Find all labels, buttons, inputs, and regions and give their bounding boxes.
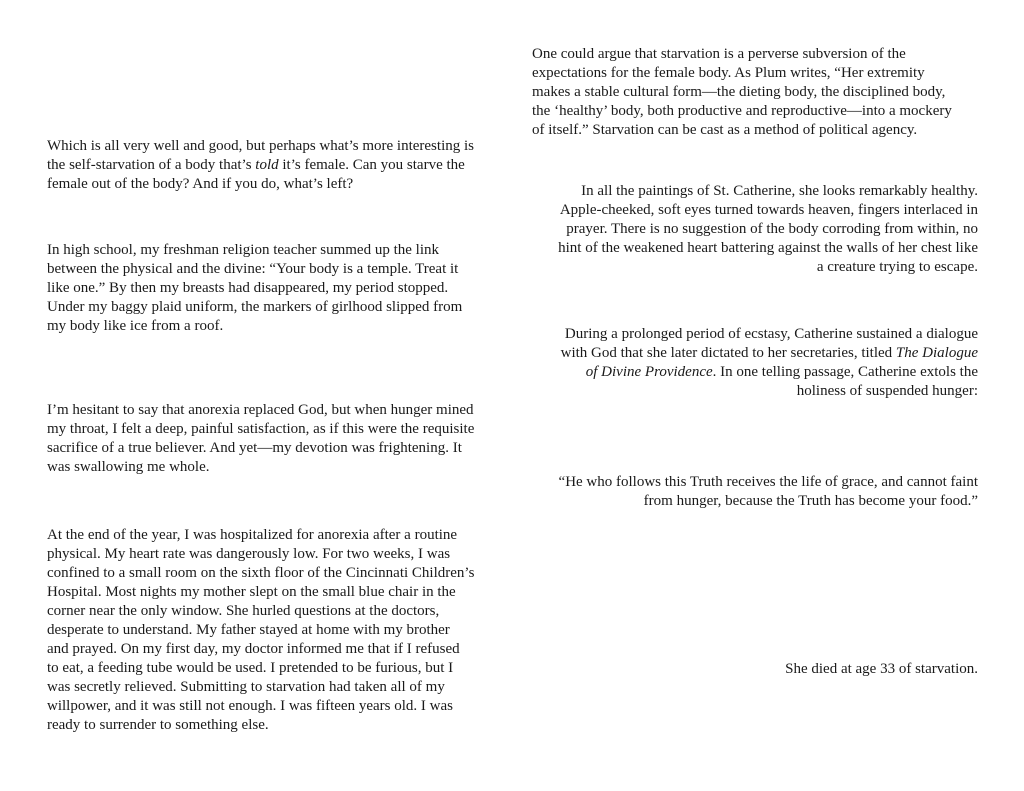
text-line: I’m hesitant to say that anorexia replaced God, but when hunger mined xyxy=(47,402,474,418)
text-line: During a prolonged period of ecstasy, Catherine sustained a dialogue xyxy=(564,326,978,342)
paragraph-dialogue xyxy=(561,325,978,401)
paragraph-hospitalized xyxy=(47,526,474,735)
text-line: physical. My heart rate was dangerously low. For two weeks, I was xyxy=(47,546,451,562)
text-line: between the physical and the divine: “Your body is a temple. Treat it xyxy=(47,261,459,277)
text-line: my body like ice from a roof. xyxy=(47,318,224,334)
text-line: Apple-cheeked, soft eyes turned towards heaven, fingers interlaced in xyxy=(559,202,978,218)
text-line: In all the paintings of St. Catherine, she looks remarkably healthy. xyxy=(581,183,978,199)
paragraph-self-starvation xyxy=(47,137,474,194)
text-line: confined to a small room on the sixth floor of the Cincinnati Children’s xyxy=(47,565,475,581)
text-line: desperate to understand. My father stayed at home with my brother xyxy=(47,622,450,638)
paragraph-truth-quote xyxy=(559,473,978,511)
text-line: of itself.” Starvation can be cast as a method of political agency. xyxy=(532,122,918,138)
text-line: from hunger, because the Truth has become your food.” xyxy=(643,493,978,509)
text-line: prayer. There is no suggestion of the body corroding from within, no xyxy=(566,221,978,237)
text-line: my throat, I felt a deep, painful satisfaction, as if this were the requisite xyxy=(47,421,475,437)
text-line: the ‘healthy’ body, both productive and reproductive—into a mockery xyxy=(532,103,952,119)
text-line: In high school, my freshman religion teacher summed up the link xyxy=(47,242,439,258)
text-line: One could argue that starvation is a perverse subversion of the xyxy=(532,46,906,62)
text-line: Hospital. Most nights my mother slept on the small blue chair in the xyxy=(47,584,456,600)
text-line: the self-starvation of a body that’s told it’s female. Can you starve the xyxy=(47,157,465,173)
text-line: to eat, a feeding tube would be used. I pretended to be furious, but I xyxy=(47,660,454,676)
text-line: sacrifice of a true believer. And yet—my devotion was frightening. It xyxy=(47,440,462,456)
text-line: like one.” By then my breasts had disappeared, my period stopped. xyxy=(47,280,449,296)
text-line: Which is all very well and good, but perhaps what’s more interesting is xyxy=(47,138,474,154)
paragraph-death xyxy=(785,660,978,679)
text-line: willpower, and it was still not enough. I was fifteen years old. I was xyxy=(47,698,453,714)
text-line: ready to surrender to something else. xyxy=(47,717,269,733)
text-line: makes a stable cultural form—the dieting body, the disciplined body, xyxy=(532,84,946,100)
right-page xyxy=(512,0,1024,791)
paragraph-high-school xyxy=(47,241,462,336)
text-line: was secretly relieved. Submitting to starvation had taken all of my xyxy=(47,679,445,695)
text-line: She died at age 33 of starvation. xyxy=(785,661,978,677)
text-line: At the end of the year, I was hospitalized for anorexia after a routine xyxy=(47,527,458,543)
text-line: hint of the weakened heart battering against the walls of her chest like xyxy=(558,240,978,256)
paragraph-plum-quote xyxy=(532,45,952,140)
paragraph-st-catherine-paintings xyxy=(558,182,978,277)
text-line: female out of the body? And if you do, what’s left? xyxy=(47,176,354,192)
text-line: Under my baggy plaid uniform, the markers of girlhood slipped from xyxy=(47,299,463,315)
text-line: a creature trying to escape. xyxy=(816,259,978,275)
paragraph-anorexia-god xyxy=(47,401,474,477)
text-line: was swallowing me whole. xyxy=(47,459,210,475)
text-line: and prayed. On my first day, my doctor informed me that if I refused xyxy=(47,641,460,657)
text-line: “He who follows this Truth receives the life of grace, and cannot faint xyxy=(558,474,978,490)
text-line: of Divine Providence. In one telling passage, Catherine extols the xyxy=(585,364,978,380)
text-line: holiness of suspended hunger: xyxy=(796,383,978,399)
text-line: with God that she later dictated to her secretaries, titled The Dialogue xyxy=(560,345,978,361)
text-line: corner near the only window. She hurled questions at the doctors, xyxy=(47,603,440,619)
text-line: expectations for the female body. As Plum writes, “Her extremity xyxy=(532,65,925,81)
